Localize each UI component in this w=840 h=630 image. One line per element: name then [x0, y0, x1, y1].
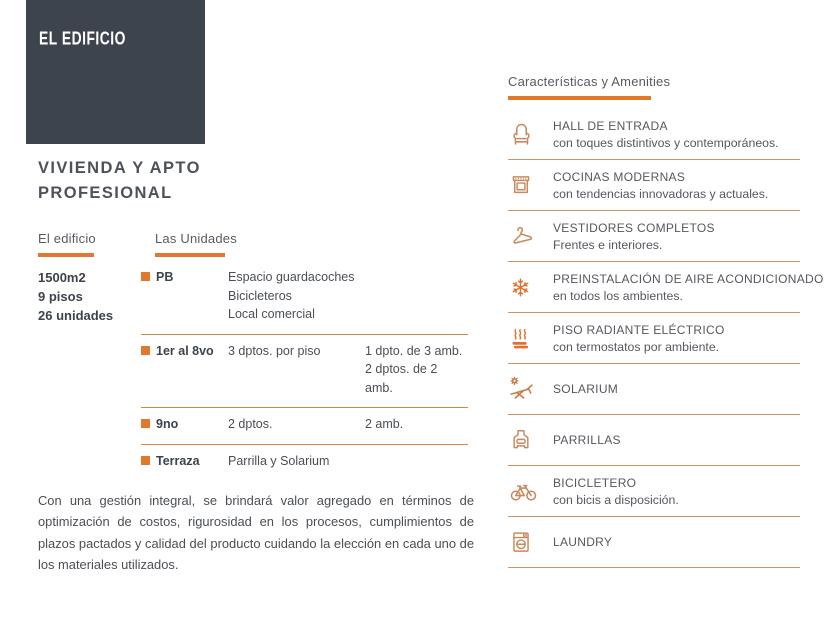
page-title [38, 156, 201, 206]
building-stats [38, 269, 113, 325]
unit-detail-line: 2 dptos. de 2 amb. [365, 362, 438, 395]
amenity-subtitle: con bicis a disposición. [553, 492, 679, 507]
amenity-title: HALL DE ENTRADA [553, 118, 668, 133]
amenity-item-solarium [508, 364, 800, 415]
unit-level [141, 268, 228, 324]
amenity-item-bicicletero [508, 466, 800, 517]
amenity-title: PISO RADIANTE ELÉCTRICO [553, 322, 725, 337]
unit-desc-line: Local comercial [228, 307, 315, 321]
amenity-subtitle: en todos los ambientes. [553, 288, 683, 303]
banner-title: EL EDIFICIO [39, 29, 126, 50]
unit-level [141, 342, 228, 398]
grill-icon [508, 427, 540, 453]
unit-desc-line: 2 dptos. [228, 417, 273, 431]
unit-level-label: 9no [156, 417, 179, 431]
bullet-icon [141, 419, 150, 428]
amenity-subtitle: con toques distintivos y contemporáneos. [553, 135, 779, 150]
bicycle-icon [508, 477, 540, 505]
amenity-item-hall [508, 109, 800, 160]
stat-floors: 9 pisos [38, 288, 83, 304]
amenity-text [553, 271, 824, 303]
amenity-title: LAUNDRY [553, 535, 613, 549]
unit-level-label: PB [156, 270, 174, 284]
amenity-item-piso-radiante [508, 313, 800, 364]
unit-level-label: 1er al 8vo [156, 343, 214, 358]
table-row-terraza [141, 445, 468, 481]
unit-description [228, 342, 365, 398]
amenity-title: PREINSTALACIÓN DE AIRE ACONDICIONADO [553, 271, 824, 286]
amenity-text [553, 476, 679, 507]
amenity-item-cocinas [508, 160, 800, 211]
unit-detail-line: 1 dpto. de 3 amb. [365, 343, 463, 358]
bullet-icon [141, 346, 150, 355]
amenity-title: COCINAS MODERNAS [553, 169, 686, 184]
amenities-list [508, 109, 824, 568]
armchair-icon [508, 121, 540, 148]
table-row-9 [141, 408, 468, 445]
unit-description [228, 452, 365, 471]
table-row-pb [141, 268, 468, 335]
amenity-text [553, 433, 621, 447]
building-section [38, 231, 113, 325]
amenity-title: PARRILLAS [553, 433, 621, 447]
bullet-icon [141, 456, 150, 465]
amenity-item-vestidores [508, 211, 800, 262]
unit-detail-line: 2 amb. [365, 417, 404, 431]
amenity-subtitle: con tendencias innovadoras y actuales. [553, 186, 769, 201]
unit-level-label: Terraza [156, 453, 200, 468]
amenities-section-label: Características y Amenities [508, 74, 671, 89]
unit-description [228, 415, 365, 434]
amenities-section [508, 74, 824, 568]
unit-desc-line: Espacio guardacoches [228, 270, 355, 284]
table-row-1-8 [141, 335, 468, 409]
amenity-title: SOLARIUM [553, 382, 619, 396]
unit-description [228, 268, 365, 324]
unit-detail [365, 415, 468, 434]
amenity-item-aire [508, 262, 824, 313]
washing-machine-icon [508, 529, 540, 555]
unit-level [141, 415, 228, 434]
page-title-line2: PROFESIONAL [38, 184, 173, 202]
building-section-label: El edificio [38, 231, 96, 246]
amenity-subtitle: Frentes e interiores. [553, 237, 663, 252]
sun-lounger-icon [508, 375, 540, 403]
amenity-subtitle: con termostatos por ambiente. [553, 339, 720, 354]
amenity-item-laundry [508, 517, 800, 568]
amenity-title: VESTIDORES COMPLETOS [553, 220, 715, 235]
page-title-line1: VIVIENDA Y APTO [38, 159, 201, 177]
amenities-section-underline [508, 96, 651, 100]
amenity-text [553, 323, 725, 354]
amenity-title: BICICLETERO [553, 475, 637, 490]
amenity-text [553, 535, 612, 549]
amenity-text [553, 170, 768, 201]
unit-level [141, 452, 228, 471]
bullet-icon [141, 272, 150, 281]
section-banner [26, 0, 205, 144]
amenity-item-parrillas [508, 415, 800, 466]
unit-detail [365, 268, 468, 324]
amenity-text [553, 382, 618, 396]
unit-desc-line: Parrilla y Solarium [228, 453, 330, 468]
oven-icon [508, 172, 540, 198]
stat-units: 26 unidades [38, 307, 114, 323]
description-paragraph: Con una gestión integral, se brindará valor agregado en términos de optimización de costos, rigurosidad en los procesos, cumplimientos de plazos pactados y calidad del producto cuidando la elección en cada uno de los materiales utilizados. [38, 493, 474, 573]
snowflake-icon [508, 275, 540, 300]
unit-detail [365, 452, 468, 471]
units-table [141, 268, 468, 480]
units-section-label: Las Unidades [155, 231, 237, 246]
amenity-text [553, 119, 779, 150]
amenity-text [553, 221, 715, 252]
stat-surface: 1500m2 [38, 270, 86, 285]
units-section-underline [155, 253, 225, 257]
unit-detail [365, 342, 468, 398]
radiant-floor-icon [508, 326, 540, 351]
unit-desc-line: 3 dptos. por piso [228, 343, 321, 358]
hanger-icon [508, 222, 540, 250]
building-section-underline [38, 253, 94, 257]
unit-desc-line: Bicicleteros [228, 288, 292, 303]
units-section [141, 231, 468, 480]
